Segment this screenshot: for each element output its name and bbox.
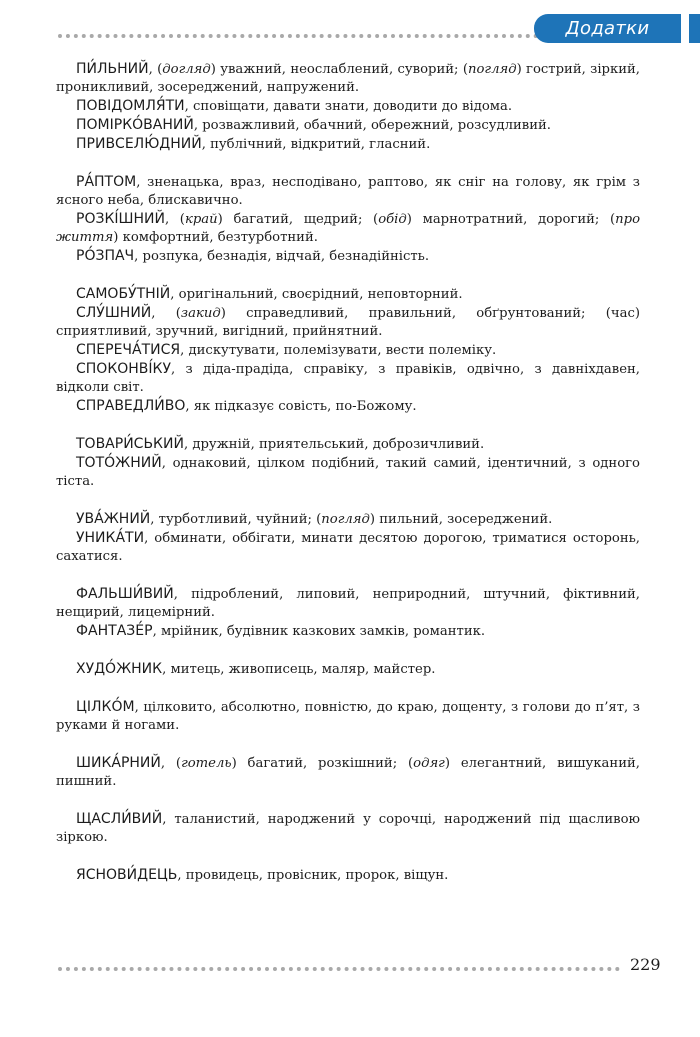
entry-text: , дружній, приятельський, доброзичливий. [183, 437, 485, 452]
section-edge-bar [689, 14, 700, 43]
top-dotted-rule [58, 34, 578, 38]
entry-text: ) уважний, неослаблений, суворий; ( [210, 62, 468, 77]
entry-headword: ЯСНОВИ́ДЕЦЬ [76, 867, 178, 883]
entry-text: , розпука, безнадія, відчай, безнадійність. [134, 249, 430, 264]
entry-headword: ТОТО́ЖНИЙ [76, 455, 162, 471]
entry-text: , сповіщати, давати знати, доводити до відома. [184, 99, 513, 114]
entry-text: , ( [148, 62, 163, 77]
entry-text: ) багатий, розкішний; ( [231, 756, 414, 771]
dictionary-entry [56, 210, 640, 247]
dictionary-entry [56, 585, 640, 622]
entry-headword: ПОВІДОМЛЯ́ТИ [76, 98, 185, 114]
entry-headword: РА́ПТОМ [76, 174, 137, 190]
entry-headword: РО́ЗПАЧ [76, 248, 135, 264]
entry-usage-note: про життя [56, 212, 641, 245]
dictionary-entry [56, 660, 640, 679]
entry-text: ) елегантний, вишуканий, пишний. [56, 756, 640, 789]
entry-text: , підроблений, липовий, неприродний, штучний, фіктивний, нещирий, лицемірний. [56, 587, 640, 620]
entry-text: , таланистий, народжений у сорочці, народжений під щасливою зіркою. [56, 812, 640, 845]
dictionary-entry [56, 173, 640, 210]
entry-text: , мрійник, будівник казкових замків, романтик. [152, 624, 486, 639]
dictionary-entry [56, 622, 640, 641]
entry-headword: СЛУ́ШНИЙ [76, 305, 152, 321]
entry-headword: ФАНТАЗЕ́Р [76, 623, 153, 639]
bottom-dotted-rule [58, 967, 620, 971]
dictionary-entry [56, 810, 640, 847]
dictionary-entry [56, 360, 640, 397]
entry-text: ) справедливий, правильний, обґрунтований; (час) сприятливий, зручний, вигідний, прийнятний. [56, 306, 641, 339]
entry-text: , дискутувати, полемізувати, вести полеміку. [180, 343, 497, 358]
entry-usage-note: догляд [162, 62, 211, 77]
dictionary-entry [56, 510, 640, 529]
dictionary-entries [56, 60, 640, 885]
entry-text: , зненацька, враз, несподівано, раптово, як сніг на голову, як грім з ясного неба, блискавично. [56, 175, 640, 208]
dictionary-entry [56, 285, 640, 304]
dictionary-entry [56, 754, 640, 791]
dictionary-entry [56, 135, 640, 154]
dictionary-entry [56, 529, 640, 566]
entry-headword: ТОВАРИ́СЬКИЙ [76, 436, 184, 452]
entry-usage-note: закид [180, 306, 221, 321]
dictionary-entry [56, 60, 640, 97]
entry-text: , з діда-прадіда, справіку, з правіків, одвічно, з давніхдавен, відколи світ. [56, 362, 640, 395]
entry-text: ) комфортний, безтурботний. [113, 230, 318, 245]
entry-headword: РОЗКІ́ШНИЙ [76, 211, 165, 227]
entry-text: , як підказує совість, по-Божому. [185, 399, 417, 414]
entry-usage-note: край [184, 212, 218, 227]
entry-text: , однаковий, цілком подібний, такий самий, ідентичний, з одного тіста. [56, 456, 640, 489]
entry-headword: УНИКА́ТИ [76, 530, 145, 546]
entry-headword: ПИ́ЛЬНИЙ [76, 61, 149, 77]
entry-headword: УВА́ЖНИЙ [76, 511, 151, 527]
entry-text: , обминати, оббігати, минати десятою дорогою, триматися осторонь, сахатися. [56, 531, 640, 564]
entry-headword: ШИКА́РНИЙ [76, 755, 161, 771]
dictionary-entry [56, 304, 640, 341]
entry-text: , цілковито, абсолютно, повністю, до краю, дощенту, з голови до п’ят, з руками й ногами. [56, 700, 640, 733]
section-tab: Додатки [534, 14, 681, 43]
dictionary-entry [56, 435, 640, 454]
entry-headword: СПОКОНВІ́КУ [76, 361, 172, 377]
entry-text: ) гострий, зіркий, проникливий, зосереджений, напружений. [56, 62, 641, 95]
entry-text: , оригінальний, своєрідний, неповторний. [170, 287, 463, 302]
entry-text: ) пильний, зосереджений. [369, 512, 553, 527]
dictionary-entry [56, 247, 640, 266]
entry-usage-note: погляд [467, 62, 517, 77]
entry-text: ) багатий, щедрий; ( [217, 212, 379, 227]
entry-headword: САМОБУ́ТНІЙ [76, 286, 171, 302]
dictionary-entry [56, 116, 640, 135]
entry-text: , митець, живописець, маляр, майстер. [162, 662, 436, 677]
dictionary-entry [56, 454, 640, 491]
entry-text: , розважливий, обачний, обережний, розсудливий. [193, 118, 551, 133]
entry-text: , турботливий, чуйний; ( [150, 512, 322, 527]
entry-headword: ЦІЛКО́М [76, 699, 135, 715]
entry-headword: ХУДО́ЖНИК [76, 661, 163, 677]
entry-text: , провидець, провісник, пророк, віщун. [177, 868, 449, 883]
entry-headword: ФАЛЬШИ́ВИЙ [76, 586, 174, 602]
entry-text: ) марнотратний, дорогий; ( [406, 212, 616, 227]
entry-usage-note: обід [378, 212, 407, 227]
dictionary-entry [56, 341, 640, 360]
entry-headword: ПОМІРКО́ВАНИЙ [76, 117, 194, 133]
dictionary-entry [56, 866, 640, 885]
dictionary-entry [56, 97, 640, 116]
dictionary-entry [56, 698, 640, 735]
entry-headword: ПРИВСЕЛЮ́ДНИЙ [76, 136, 202, 152]
entry-headword: СПЕРЕЧА́ТИСЯ [76, 342, 181, 358]
entry-text: , ( [164, 212, 185, 227]
entry-text: , ( [151, 306, 181, 321]
dictionary-entry [56, 397, 640, 416]
entry-usage-note: погляд [321, 512, 370, 527]
page-number: 229 [630, 955, 661, 974]
entry-headword: ЩАСЛИ́ВИЙ [76, 811, 163, 827]
entry-usage-note: одяг [413, 756, 445, 771]
entry-text: , публічний, відкритий, гласний. [201, 137, 431, 152]
entry-headword: СПРАВЕДЛИ́ВО [76, 398, 186, 414]
entry-usage-note: готель [181, 756, 232, 771]
entry-text: , ( [160, 756, 182, 771]
